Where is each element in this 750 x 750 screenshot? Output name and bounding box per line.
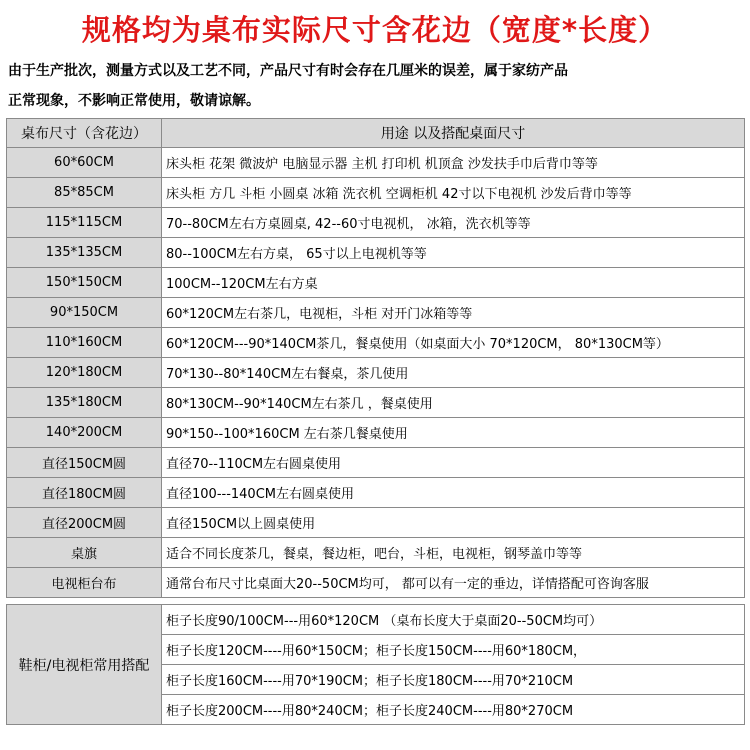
group-row xyxy=(7,605,745,635)
group-line: 柜子长度90/100CM---用60*120CM （桌布长度大于桌面20--50CM均可） xyxy=(162,605,745,635)
size-table xyxy=(6,118,745,725)
group-label: 鞋柜/电视柜常用搭配 xyxy=(7,605,162,725)
use-cell: 70*130--80*140CM左右餐桌，茶几使用 xyxy=(162,358,745,388)
size-cell: 150*150CM xyxy=(7,268,162,298)
table-row xyxy=(7,268,745,298)
use-cell: 60*120CM---90*140CM茶几，餐桌使用（如桌面大小 70*120CM， 80*130CM等） xyxy=(162,328,745,358)
header-size: 桌布尺寸（含花边） xyxy=(7,119,162,148)
header-use: 用途 以及搭配桌面尺寸 xyxy=(162,119,745,148)
size-cell: 电视柜台布 xyxy=(7,568,162,598)
notice-line-2: 正常现象，不影响正常使用，敬请谅解。 xyxy=(8,93,260,109)
table-spacer xyxy=(7,598,745,605)
size-cell: 135*135CM xyxy=(7,238,162,268)
table-row xyxy=(7,538,745,568)
use-cell: 通常台布尺寸比桌面大20--50CM均可， 都可以有一定的垂边，详情搭配可咨询客服 xyxy=(162,568,745,598)
use-cell: 直径150CM以上圆桌使用 xyxy=(162,508,745,538)
group-line: 柜子长度160CM----用70*190CM；柜子长度180CM----用70*210CM xyxy=(162,665,745,695)
table-header-row xyxy=(7,119,745,148)
use-cell: 直径70--110CM左右圆桌使用 xyxy=(162,448,745,478)
use-cell: 适合不同长度茶几，餐桌，餐边柜，吧台，斗柜，电视柜，钢琴盖巾等等 xyxy=(162,538,745,568)
use-cell: 70--80CM左右方桌圆桌, 42--60寸电视机， 冰箱，洗衣机等等 xyxy=(162,208,745,238)
table-row xyxy=(7,208,745,238)
size-cell: 110*160CM xyxy=(7,328,162,358)
table-row xyxy=(7,238,745,268)
size-cell: 桌旗 xyxy=(7,538,162,568)
group-line: 柜子长度200CM----用80*240CM；柜子长度240CM----用80*270CM xyxy=(162,695,745,725)
use-cell: 90*150--100*160CM 左右茶几餐桌使用 xyxy=(162,418,745,448)
use-cell: 床头柜 花架 微波炉 电脑显示器 主机 打印机 机顶盒 沙发扶手巾后背巾等等 xyxy=(162,148,745,178)
size-cell: 115*115CM xyxy=(7,208,162,238)
size-cell: 135*180CM xyxy=(7,388,162,418)
use-cell: 直径100---140CM左右圆桌使用 xyxy=(162,478,745,508)
table-row xyxy=(7,388,745,418)
size-cell: 120*180CM xyxy=(7,358,162,388)
table-row xyxy=(7,448,745,478)
size-cell: 140*200CM xyxy=(7,418,162,448)
size-cell: 60*60CM xyxy=(7,148,162,178)
size-cell: 直径180CM圆 xyxy=(7,478,162,508)
table-row xyxy=(7,358,745,388)
use-cell: 60*120CM左右茶几，电视柜，斗柜 对开门冰箱等等 xyxy=(162,298,745,328)
table-row xyxy=(7,298,745,328)
use-cell: 80*130CM--90*140CM左右茶几 ，餐桌使用 xyxy=(162,388,745,418)
use-cell: 床头柜 方几 斗柜 小圆桌 冰箱 洗衣机 空调柜机 42寸以下电视机 沙发后背巾等等 xyxy=(162,178,745,208)
size-cell: 直径150CM圆 xyxy=(7,448,162,478)
table-row xyxy=(7,568,745,598)
use-cell: 80--100CM左右方桌， 65寸以上电视机等等 xyxy=(162,238,745,268)
table-row xyxy=(7,478,745,508)
notice-line-1: 由于生产批次，测量方式以及工艺不同，产品尺寸有时会存在几厘米的误差，属于家纺产品 xyxy=(8,63,568,79)
use-cell: 100CM--120CM左右方桌 xyxy=(162,268,745,298)
table-row xyxy=(7,178,745,208)
table-row xyxy=(7,508,745,538)
page-title: 规格均为桌布实际尺寸含花边（宽度*长度） xyxy=(81,13,669,47)
table-row xyxy=(7,418,745,448)
size-cell: 90*150CM xyxy=(7,298,162,328)
size-cell: 直径200CM圆 xyxy=(7,508,162,538)
table-row xyxy=(7,328,745,358)
table-row xyxy=(7,148,745,178)
size-cell: 85*85CM xyxy=(7,178,162,208)
group-line: 柜子长度120CM----用60*150CM；柜子长度150CM----用60*180CM， xyxy=(162,635,745,665)
